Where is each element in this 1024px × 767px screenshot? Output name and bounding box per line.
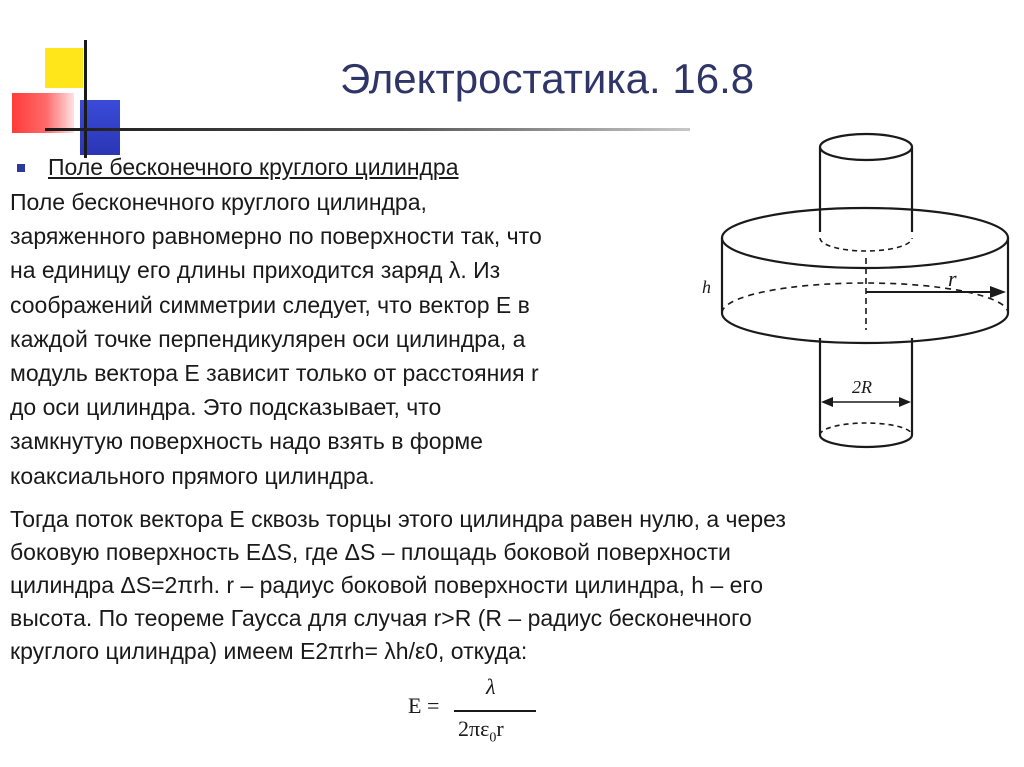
paragraph-1-line: каждой точке перпендикулярен оси цилиндра, а [10,325,526,352]
result-formula [408,674,548,746]
paragraph-2-line: цилиндра ΔS=2πrh. r – радиус боковой поверхности цилиндра, h – его [10,572,764,598]
inner-cylinder-bottom-hidden [820,423,912,435]
radius-arrowhead [990,286,1006,298]
formula-denominator [458,716,504,746]
inner-cylinder-top [820,134,912,160]
outer-cylinder-bottom [722,313,1008,343]
inner-cylinder-bottom [820,435,912,447]
outer-cylinder-bottom-hidden [722,283,1008,313]
bullet-icon [17,164,25,172]
formula-denominator-main: 2πε [458,716,490,741]
formula-denominator-tail: r [496,716,504,741]
diameter-arrowhead-right [899,397,911,407]
paragraph-2-line: высота. По теореме Гаусса для случая r>R (R – радиус бесконечного [10,605,752,631]
outer-cylinder-top [722,208,1008,268]
title-divider [45,128,690,131]
formula-denominator-subscript: 0 [489,730,497,746]
diameter-arrowhead-left [821,397,833,407]
formula-lhs: E = [408,693,440,718]
paragraph-2-line: Тогда поток вектора E сквозь торцы этого цилиндра равен нулю, а через [10,506,786,532]
label-r: r [948,266,957,291]
paragraph-1-line: заряженного равномерно по поверхности так, что [10,223,542,250]
paragraph-2-line: боковую поверхность EΔS, где ΔS – площадь боковой поверхности [10,539,731,565]
paragraph-1 [10,185,690,493]
paragraph-1-line: замкнутую поверхность надо взять в форме [10,428,483,455]
paragraph-1-line: модуль вектора E зависит только от расстояния r [10,360,539,387]
decor-yellow-square [45,48,83,88]
paragraph-1-line: коаксиального прямого цилиндра. [10,462,375,489]
label-2R: 2R [852,377,872,397]
paragraph-2-line: круглого цилиндра) имеем E2πrh= λh/ε0, откуда: [10,638,528,664]
formula-fraction-bar [454,710,536,712]
label-h: h [702,277,711,297]
paragraph-1-line: соображений симметрии следует, что вектор E в [10,291,530,318]
paragraph-2 [10,503,1015,668]
slide-title: Электростатика. 16.8 [340,55,755,102]
cylinder-diagram [700,125,1015,465]
paragraph-1-line: Поле бесконечного круглого цилиндра, [10,189,427,215]
subheading: Поле бесконечного круглого цилиндра [48,154,459,180]
paragraph-1-line: до оси цилиндра. Это подсказывает, что [10,394,442,421]
formula-numerator: λ [486,674,496,699]
decor-red-square [12,93,74,133]
paragraph-1-line: на единицу его длины приходится заряд λ. Из [10,257,501,284]
decor-vertical-line [84,40,87,158]
